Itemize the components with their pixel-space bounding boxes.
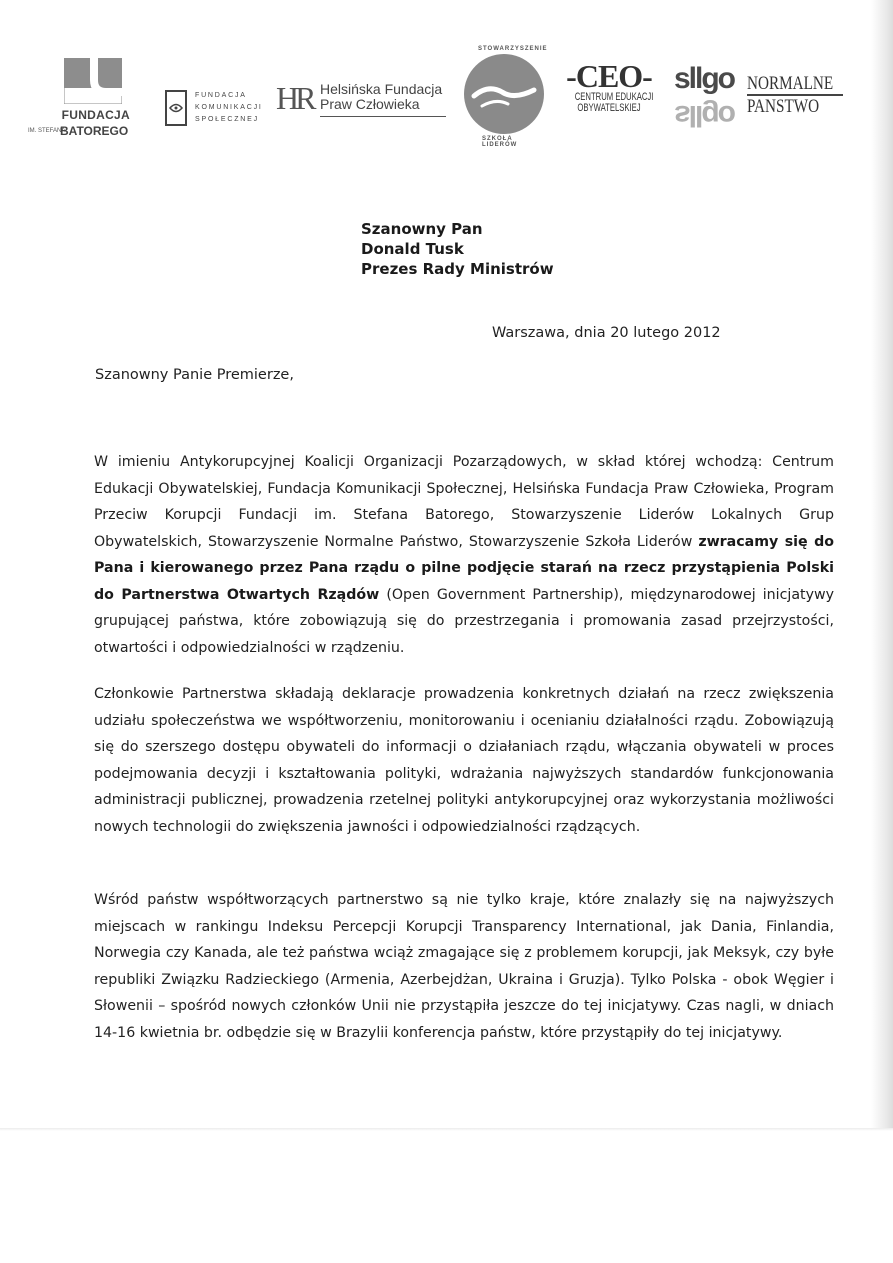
hfpc-underline	[320, 116, 446, 117]
hfpc-line2: Praw Człowieka	[320, 96, 420, 112]
szkola-bottom-text: SZKOŁA LIDERÓW	[482, 136, 518, 148]
hfpc-text	[320, 82, 442, 112]
paragraph-1-bold: zwracamy się do Pana i kierowanego przez Pana rządu o pilne podjęcie starań na rzecz przystąpienia Polski do Partnerstwa Otwartych Rządów	[94, 533, 834, 603]
fks-line: KOMUNIKACJI	[195, 104, 263, 111]
paragraph-3: Wśród państw współtworzących partnerstwo są nie tylko kraje, które znalazły się na najwyższych miejscach w rankingu Indeksu Percepcji Korupcji Transparency International, jak Dania, Finlandia, Norwegia czy Kanada, ale też państwa wciąż zmagające się z problemem korupcji, jak Meksyk, czy byłe republiki Związku Radzieckiego (Armenia, Azerbejdżan, Ukraina i Gruzja). Tylko Polska - obok Węgier i Słowenii – spośród nowych członków Unii nie przystąpiła jeszcze do tej inicjatywy. Czas nagli, w dniach 14-16 kwietnia br. odbędzie się w Brazylii konferencja państw, które przystąpiły do tej inicjatywy.	[94, 892, 834, 1041]
recipient-line: Donald Tusk	[361, 240, 464, 258]
paragraph-1-intro: W imieniu Antykorupcyjnej Koalicji Organizacji Pozarządowych, w skład której wchodzą: Centrum Edukacji Obywatelskiej, Fundacja Komunikacji Społecznej, Helsińska Fundacja Praw Człowieka, Program Przeciw Korupcji Fundacji im. Stefana Batorego, Stowarzyszenie Liderów Lokalnych Grup Obywatelskich, Stowarzyszenie Normalne Państwo, Stowarzyszenie Szkoła Liderów	[94, 454, 834, 550]
batory-mark-icon	[64, 58, 122, 104]
np-line1: NORMALNE	[747, 73, 834, 94]
page-bottom-edge	[0, 1128, 893, 1131]
batory-line1: FUNDACJA	[61, 108, 130, 122]
fks-box-icon	[165, 90, 187, 126]
szkola-circle-icon	[464, 54, 544, 134]
fks-text	[195, 90, 263, 126]
recipient-line: Prezes Rady Ministrów	[361, 260, 554, 278]
recipient-line: Szanowny Pan	[361, 220, 483, 238]
fks-line: FUNDACJA	[195, 92, 247, 99]
ceo-mark: -CEO-	[566, 58, 652, 94]
ceo-line2: OBYWATELSKIEJ	[577, 102, 641, 114]
logo-fundacja-komunikacji-spolecznej	[162, 88, 262, 132]
sllgo-reflection: sllgo	[674, 99, 735, 132]
salutation: Szanowny Panie Premierze,	[95, 367, 294, 383]
batory-small: IM. STEFANA	[28, 128, 66, 134]
logo-helsinska-fundacja	[276, 80, 448, 124]
hfpc-mark: HR	[276, 80, 313, 116]
logo-sllgo	[672, 62, 742, 134]
letter-date: Warszawa, dnia 20 lutego 2012	[492, 325, 721, 341]
batory-line2: BATOREGO	[60, 124, 129, 138]
fks-line: SPOŁECZNEJ	[195, 116, 259, 123]
paragraph-1-rest: (Open Government Partnership), międzynarodowej inicjatywy grupującej państwa, które zobowiązują się do przestrzegania i promowania zasad przejrzystości, otwartości i odpowiedzialności w rządzeniu.	[94, 586, 834, 656]
paragraph-1	[94, 449, 834, 661]
szkola-top-text: STOWARZYSZENIE	[478, 46, 548, 52]
paragraph-2: Członkowie Partnerstwa składają deklaracje prowadzenia konkretnych działań na rzecz zwiększenia udziału społeczeństwa we współtworzeniu, monitorowaniu i ocenianiu działalności rządu. Zobowiązują się do szerszego dostępu obywateli do informacji o działaniach rządu, włączania obywateli w proces podejmowania decyzji i kształtowania polityki, wdrażania najwyższych standardów funkcjonowania administracji publicznej, prowadzenia rzetelnej polityki antykorupcyjnej oraz wykorzystania możliwości nowych technologii do zwiększenia jawności i odpowiedzialności rządzących.	[94, 686, 834, 835]
logo-fundacja-batorego	[28, 58, 140, 138]
recipient-block	[361, 219, 554, 279]
logo-normalne-panstwo	[747, 74, 851, 118]
logo-szkola-liderow	[460, 46, 548, 148]
logo-ceo	[560, 60, 658, 130]
hfpc-line1: Helsińska Fundacja	[320, 81, 443, 97]
ceo-line1: CENTRUM EDUKACJI	[574, 91, 654, 103]
np-line2: PANSTWO	[747, 96, 820, 117]
sllgo-mark: sllgo	[674, 62, 735, 95]
page-edge-shadow	[871, 0, 893, 1130]
